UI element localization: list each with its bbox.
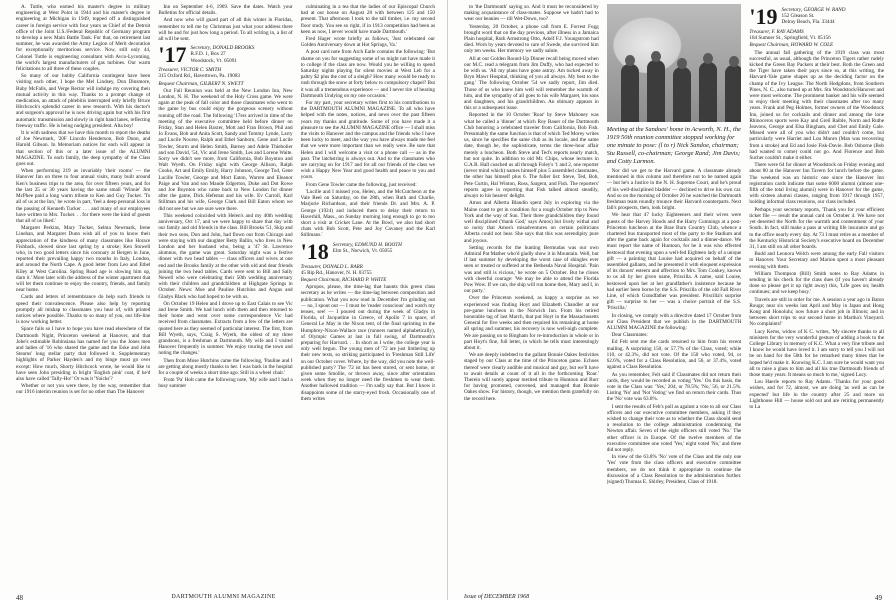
reunion-committee-photo (607, 4, 742, 122)
article-paragraph: Our Fall Reunion was held at the New London Inn, New London, N. H. The weekend of the Holy Cross game. We were again at the peak of fall color and those classmates who went to the game by bus could enjoy the gorgeous scenery without running off the road. The following '17ers arrived in time of the meeting of the executive committee held before dinner on Friday, Stan and Helen Baxter, Mott and Fran Brown, Phil and Jo Evans, Bob and Anita Scott, Sandy and Tommy Lynde, Larry and Lucile Nourse, Ralph and Ethel Sanborn, Gene and Lucile Towler, Sturm and Helen Smith, Barney and Adele Thiebolier and son David, '54, Vic and Irene Smith, Les and Lorene Waite. Sorry we didn't see more, from California, Bob Boynton and Walt Wyeth. On Friday night with George Allison, Ralph Cooke, Art and Emily Emily, Harry Johnson, George Tod, Gene Lucille Towler, George and Mort Eaton, Warren and Eleanor Paige and Van and son Maude Edgerton, Duke and Dot Rowe and Joe Boynton who came back to New London for dinner after the game, Dick Hefemat and his wife. Ev Carroll, Karl Stillman and his wife, George Clark and Bill Eaton whom we did not see but we are sure were there. (158, 87, 293, 212)
article-paragraph: Then from Mose Hutchins came the following, 'Pauline and I are getting along mostly thanks to her. I was back in the hospital for a couple of weeks a short time ago. Still in a wheel chair.' (158, 357, 293, 376)
class19-address1: 152 Gleason St. (781, 13, 815, 20)
article-paragraph: Budd and Leonora Welch were among the early Fall visitors to Hanover. Your Secretary and Marion spent a most pleasant evening with them. (749, 251, 885, 270)
class-1918-header (300, 238, 435, 264)
class-1919-header (749, 4, 884, 29)
article-paragraph: Over the Princeton weekend, as happy a surprise as we experienced was finding Hoyt and Elizabeth Chandler at our pre-game luncheon in the Norwich Inn. From his retired honorable tag of last March, that put Hoyt in the Massachusetts General for five weeks and then required his remaining at home all spring and summer, his recovery is now well-nigh complete. We are passing on to Bingham for re-introduction in whole or in part Hoyt's fine, full letter, in which he tells most interestingly about it. (464, 295, 599, 351)
article-paragraph: The annual fall gathering of the 1919 class was most successful, as usual, although the Princeton Tigers rather rudely kicked the Green Bay Packers at their best. Both the Green and the Tiger have taken their pays since so, at this writing, the Harvard-Yale game shapes up as the deciding factor on the champ of the Ivy League. The North Hodgdons, from Southern Pines, N. C., also turned up at Mrs. Stu Woodstock/Hanover and were most welcome. The prominent banker and his wife seemed to enjoy their meeting with their classmates after too many years. Frank and Peg Holmes, former owners of the Woodstock Inn, joined us for cocktails and dinner and among the lone Rhinoceros sports were Kay and Greil Raible, Norm and Ruthe Jeavons, George and Elsa Bingham, and Chet and Emily Gale. Missed were all of you who didn't and couldn't come, but particularly were Harriet and Lou Munro (Man was recovering from a stroke) and Ed and Josie Fisk-Davie. Bob Osborne (Bob had wanted to come) could not go. And Florence and Bob Sucher couldn't make it either. (749, 49, 885, 162)
article-paragraph: All at our Golden Round-Up Dinner recall being moved when our M.C. read a telegram from Jim Duffy, who had expected to be with us. 'All my plans have gone astray. Am tucked away in Bryn Mawr Hospital, thinking of you all always. My best to the gang.' The following October '54 we sadly report, Jim died. Those of us who knew him well will remember the warmth of him, and the sympathy of all goes to his wife Margaret, his sons and daughters, and his grandchildren. An obituary appears in this or a subsequent issue. (464, 55, 599, 112)
article-paragraph: Cards and letters of remembrance do help such friends to speed their convalescence. Please also help by reporting promptly all mishap to classmates you hear of, with printed notices where possible. Thanks to so many of you, our life-line is now working better. (16, 294, 151, 326)
left-column-1 (16, 4, 150, 574)
class17-bequest: Bequest Chairman, GILBERT N. SWETT (158, 80, 244, 87)
class19-address2: Delray Beach, Fla. 33444 (781, 19, 835, 26)
article-paragraph: Reported in the 10 October 'Roar' by Steve Mahoney was what he called a 'dinner' at which Roy Bauer of the Dartmouth Club honoring a celebrated traveler from California, Bob Fish. Presumably the same function is that of which Ted Morey writes us, since he specifies the same club as its locale, and the same date, though he, the sophisticate, terms the three-hour affair merely a luncheon. Both Steve and Ted's reports nearly match, but not quite. In addition to old Mr. Chips, whose lectures in G.A.R. Hall coached us all through Foley's '1 and 2, one reporter (never mind which) names himself plus 5 assembled classmates, the other has himself plus 6. The fuller list: Steve, Ted, Bob, Pete Curtin, Hal Winton, Ross, Sargent, and Fish. The reporters' reports agree in reporting that Fish talked almost steadily, always to his hearers' delight. (464, 112, 599, 200)
class18-treasurer: Treasurer, DONALD L. BARR (300, 263, 363, 270)
class18-treasurer-addr: 45 Rip Rd., Hanover, N. H. 03755 (300, 269, 372, 276)
left-column-3 (301, 4, 435, 574)
article-paragraph: For my part, your secretary writes first to his contributions to the DARTMOUTH ALUMNI MAGAZINE. To all who have helped with the notes, notices, and news over the past fifteen years my thanks and gratitude. Some of you have made it a pleasure to see the ALUMNI MAGAZINE office — I shall miss the visits to Hanover and the campus and the friends who I have been lucky to meet, and the way you have always made me feel that we were more important than we really were. Be sure that Helen and I will welcome a visit or a phone call — as in the past. The latchstring is always out. And to the classmates who are carrying on for 1917 and for all our friends of the class we wish a Happy New Year and good health and peace to you and yours. (300, 100, 435, 181)
class18-address1: Elm St., Norwich, Vt. 05055 (332, 247, 393, 254)
article-paragraph: Whether or not you were there, by the way, remember that our 1916 interim reunion is set for no other than The Hanover (16, 383, 151, 396)
class17-secretary: Secretary, DONALD BROOKS (190, 45, 255, 52)
class17-address2: Woodstock, Vt. 05091 (190, 57, 237, 64)
article-paragraph: Amos and Alberta Blandin spent July in exploring via the Maine coast to get in condition for a rough October trip to New York and the way of Sun. Their three grandchildren they found well disciplined ('thank God,' says Amos) but lively withal and so noisy that Amos's misadventures on certain politicians Alberta could not hear. She says that this was serendipity pure and joyous. (464, 200, 599, 244)
article-paragraph: So many of our hubby California contingent have been visiting each other, I hope the Mel Lindsey, Don Dinsmore, Ruby McFalls, and Verge Rector will indulge my covering their mutual activity in this way. Thanks to a prompt change of medication, an attack of phlebitis interrupted only briefly Bruce Hitchcock's splendid career in new research. With his doctor's and surgeon's approval he is now driving again but with his first automatic transmission and slowly in right hand lanes, reflecting freeway traffic. He is being nudging president. Alta boy! (16, 73, 151, 129)
article-paragraph: When performing 219 as invariably 'their rooms' — the Hanover Inn on three to four annual visits, many built around Ken's business trips to the area, for over fifteen years, and for the last 25 or 30 years having the same small 'Winnie' Jim McPhee paid a long warm tribute to Ken and Guy Tucker. 'To all of us at the Inn,' he wrote in part, 'feel a deep personal loss in the passing of Kenneth Tucker . . . and many of our employees have written to Mrs. Tucker. . . for there were the kind of guests that all of us liked.' (16, 168, 151, 224)
right-column-2 (607, 4, 742, 574)
article-paragraph: Setting records for the hunting Bermudas was our own Admiral Pat Mather who'd gladly show it in Mountain. Well, but if last summer by developing the worst case of shingles ever seen or treated or suffered at the Bethesda Naval Hospital. 'Pain was and still is vicious,' he wrote on 5 October. But he closes with cheerful courage: 'We may be able to attend the Florida Pow Wow. If we can, the ship will run home then, Mary and I, in our party.' (464, 244, 599, 295)
article-paragraph: I sent the results of Felt's poll as against a vote to all our Class officers and our executive committee members, asking if they wished to change their vote as to whether the Class should send a resolution to the college administration condemning the Newton affair. Seven of the eight officers still voted 'No.' The other officer is in Europe. Of the twelve members of the executive committee one voted 'Yes,' eight voted 'No,' and three did not reply. (606, 403, 742, 453)
article-paragraph: Travels are still in order for me. A session a year ago in Baton Rouge; near six weeks last April and May in Japan and Hong Kong and Honolulu; now future a short job in Illinois; and in between short trips to our second home in Martha's Vineyard. No complaints!' (749, 296, 885, 328)
article-paragraph: Inn on September 4-6, 1969. Save the dates. Watch your Bulletins for official details. (158, 4, 293, 17)
class-year-1917: '17 (158, 42, 187, 68)
magazine-name: DARTMOUTH ALUMNI MAGAZINE (171, 594, 276, 600)
class19-secretary: Secretary, GEORGE W. RAND (781, 7, 846, 13)
right-column-1 (464, 4, 599, 574)
article-paragraph: There were 64 for dinner at Woodstock on Friday evening and about 80 at the Hanover Inn Tavern for lunch before the game. The weekend was an historic one since the Hanover Inn registration cards indicate that some 6000 alumni (almost one-fifth of the total living alumni) were in Hanover for the game, with sixteen alumni classes, ranging from 1917 through 1957, holding informal class reunions, our class included. (749, 162, 885, 206)
article-paragraph: Space fails so I have to hope you have read elsewhere of the Dartmouth Night, Princeton weekend at Hanover, and that Jobe's estimable Robinsiana has named for you the Jones men and ladies of '16 who shared the game and the Eske and John Stearns' long stellar party that followed it. Supplementary highlights of Parker Hayden's and my binge must go over except: How much, Shorty Hitchcock wrote, he would like to have seen John presiding in bright 'English pink' coat, if he'd also have called 'Tally-Ho!' Or was it 'Yoicks'? (16, 326, 151, 382)
article-paragraph: We are deeply indebted to the gallant Bonnie Oakes festivities staged by our Class at the time of the Princeton game. Echoes thereof were clearly audible and musical and gay, but we'll have to await details at count of it all in the forthcoming 'Roar.' Therein will surely appear merited tribute to Huntoon and Burr for having promoted, convened, and managed that Bonnie Oakes show. For history, though, we mention them gratefully on the record here. (464, 352, 599, 402)
article-paragraph: Ed Felt sent me the cards returned to him from his recent mailing. A surprising 150, or 57.7% of the Class, voted; while 110, or 42.3%, did not vote. Of the 150 who voted, 94, or 62.6%, voted for a Class Resolution, and 56, or 37.4%, voted against a Class Resolution. (606, 339, 742, 371)
photo-caption: Meeting at the Sandoes' home in Acworth, N. H., the 1919 50th reunion committee stopped working for one minute to pose: (l to r) Nick Sandoe, chairman; Stu Russell, co-chairman; George Rand; Jim Davis; and Cotty Larmon. (606, 126, 741, 165)
class19-bequest: Bequest Chairman, HOWARD W. COLE (749, 42, 834, 49)
article-paragraph: And now who will guard part of all this winter in Floridas, remember to tell me by Christmas just what your address there will be and for just how long a period. To all writing in, a list of all will be sent. (158, 17, 293, 43)
class18-secretary: Secretary, EDMUND H. BOOTH (332, 241, 402, 248)
right-column-3 (749, 4, 884, 574)
article-paragraph: William Thompson (Bill) Smith notes to Ray Adams in sending in his check for the class dues (if you haven't already done so please get it up right away) this, 'Life goes on; health continues; and we keep busy.' (749, 270, 885, 296)
article-paragraph: We hear that 47 lucky Eighteeners and their wives were guests of the Harvey Hoods and the Harry Cumnings at a post-Princeton luncheon at the Brae Burn Country Club, whence a chartered bus transported most of the party to the Stadium and after the game back again for cocktails and a dinner-dance. We must report the name of Huntoon, for he it was who effected bestowal that evening upon a well-fed Eighteen lady of a unique gift — a painting that Louise had acquired on behalf of the assembled gallants, and he presented it with eloquent expression of its donors' esteem and affection to Mrs. Tom Conkey, known to us all by her given name, Priscilla. A name, said Louise, bestowed upon her at her grandfather's insistence because he had earlier been borne by the S.S. Priscilla of the old Fall River Line, of which Grandfather was president. Priscilla's surprise gift — surprise to her — was a choice portrait of the S.S. 'Priscilla.' (606, 212, 742, 312)
class18-bequest: Bequest Chairman, RICHARD P. WHITE (300, 276, 387, 283)
article-paragraph: Yesterday, 20 October, a phone call from E. Forrest Fogg brought word that on the day previous, after illness in a Jamaica Plain hospital, Ruth Armstrong Otto, Adolf F.J. Youngstrom had died. Worn by years devoted to care of Swede, she survived him only ten weeks. Her memory we sadly salute. (464, 23, 599, 55)
issue-date: Issue of DECEMBER 1968 (464, 594, 530, 600)
article-paragraph: Perhaps your secretary reports, 'Thank you for your efficient ticket file — result the annual card on October 4. We have not yet deserted the North for the warmth and contentment of your South. In fact, still make a pass at writing life insurance and go to the office nearly every day. At 73 I must retire as a member of the Kentucky Historical Society's executive board on December 31, I am still on all other boards. (749, 206, 885, 250)
class19-treasurer-addr: 184 Sumner St., Springfield, Vt. 05156 (749, 35, 831, 42)
article-paragraph: to 'the Dartmouth' saying so. And it must be reconsidered by making acquaintance of class-mates. Suppose we hadn't had to wear our beanies — till Wet-Down, too? (464, 4, 599, 23)
article-paragraph: This weekend coincided with Helen's and my 40th wedding anniversary, Oct 17, and we were happy to share that day with our family and old friends in the class. Bill Brooks '51, Skip and their two sons, Don and John, had flown out from Chicago and were staying with our daughter Betty Ballin, who lives in New London and her husband who, being a '47 St. Lawrence alumnus, the game was great. Saturday night was a festive dinner with two head tables — class officers and wives at one end and the Brooks family at the other with old and dear friends joining the two head tables. Cards were sent to Bill and Sally Newell who were celebrating their 50th wedding anniversary with their children and grandchildren at Highgate Springs in October. News: Moe and Pauline Hutchins and Angus and Gladys Black who had hoped to be with us. (158, 212, 293, 300)
article-paragraph: Lou Haerle reports to Ray Adams. 'Thanks for your good wishes, and for 72, almost, we are doing 'as well as can be expected' but life in the country after 25 and more on Lighthouse Hill — house sold out and are retiring permanently to La (749, 379, 885, 410)
article-paragraph: From 'Pa' Holt came the following note, 'My wife and I had a busy summer (158, 377, 293, 390)
article-paragraph: In view of the 63.8% 'No' vote of the Class and the only one 'Yes' vote from the class officers and executive committee members, we do not think it appropriate to continue the discussion of a Class Resolution to the administration further. (signed) Thomas E. Shirley, President, Class of 1918. (606, 454, 742, 485)
right-page (448, 0, 896, 600)
class17-treasurer-addr: 315 Oxford Rd., Havertown, Pa. 19083 (158, 73, 241, 80)
article-paragraph: From Gene Towler came the following, just received: (305, 181, 417, 188)
article-paragraph: Nor did we get to the Harvard game. A classmate already mentioned in this column and therefore not to be named again — but he's a Justice in the N. H. Supreme Court, and he's proud of his well-disciplined bladder — declined to drive his own car. And so on the morning of October 26 he watched the Dartmouth freshman team roundly trounce their Harvard counterparts. Next fall's prospects, then, look bright. (606, 168, 742, 212)
article-paragraph: Fred Hager wrote briefly as follows, 'Just celebrated our Golden Anniversary down at Hot Springs, Va.' (300, 36, 435, 49)
article-paragraph: culminating in a tea that the ladies of our Episcopal Church had at our house on August 28 with between 125 and 150 present. That afternoon I took to the tall timber, i.e. my second floor study. You see so right, if in 1913 competition had been as keen as now, I never would have made Dartmouth.' (300, 4, 435, 35)
article-paragraph: Dear Classmates: (611, 332, 648, 339)
article-paragraph: Lucy Kerns, widow of K C. writes, 'My sincere thanks to all ministers for the very wonderful gesture of adding a book to the College Library in memory of K.C. What a very fine tribute and I know he would have loved it. I am sorry to tell you I will not be on hand for the 50th for he remarked many times that he hoped he'd make it. Knowing K.C. I am sure he would want you all to raise a glass to him and all his true Dartmouth friends of those many years. It means so much to me,' signed Lucy. (749, 328, 885, 378)
page-number-left: 48 (16, 594, 23, 600)
article-paragraph: Apropos, please, the time-lag that haunts this green class secretary as he writes — the time-lag between composition and publication. What you now read in December I'm grinding out — no, I spout out — I must be 'reader conscious' and watch my tenses, see! — I poured out during the week of Gladys in Florida, of Jacqueline in Greece, of Apollo 7 in space, of General Le May in the Nixon tent, of the final sprinting in the Humphrey-Nixon-Wallace race (runners named alphabetically), of Olympic Games at last in full swing, of Dartmouth's preparing for Harvard. . . In short as I write, the college year is only well begun. The young men of '72 are just limbering up their new texts, so striking participated in 'Freshman Still Life' on our October cover. Where, by the way, did you note the well-published party? The '72 ist has been stored, or sent home, or given some Smollie, or thrown away, since after orientation week when they no longer need the freshmen to wear them. Another hallowed tradition — I'm sadly say that. But I know it disappoints some of the starry-eyed frosh. Occasionally one of them writes (300, 284, 435, 402)
article-paragraph: Margaret Perkins, Mary Tucker, Selma Newmark, Irene Linehan, and Margaret Dunn wish all of you to know their appreciation of the kindness of many classmates like Horace Fishback, slowed since last spring by a stroke; Ken Stowell who, in two good letters since his coronary at Bergen in June, reported their prevailing happy two months in Italy, London, and around the North Cape. A good letter from Leo and Ethel Kiley at West Carolina. Spring Road age is slowing him up, darn it.' More later with the address of the winter apartment that will let them continue to enjoy the country, friends, and family near home. (16, 225, 151, 294)
article-paragraph: A. Tuttle, who earned his master's degree in military engineering at West Point in 1944 and his master's degree in engineering at Michigan in 1949, topped off a distinguished career in foreign service with four years as Chief of the Detroit office of the Joint U.S./Federal Republic of Germany program to develop a new Main Battle Tank. For that, on retirement last summer, he was awarded the Army Legion of Merit decoration for exceptionally meritorious service. Now, still only 44, Colonel Tuttle is engineering consultant with Avco-Lycoming, the world's largest manufacturers of gas turbines. Our warm felicitations to all three of these couples. (16, 4, 151, 73)
class19-treasurer: Treasurer, F. RAY ADAMS (749, 29, 804, 35)
article-paragraph: In closing, we comply with a directive dated 17 October from our Class President that we publish in the DARTMOUTH ALUMNI MAGAZINE the following: (606, 312, 742, 332)
class17-treasurer: Treasurer, VICTOR C. SMITH (158, 67, 222, 74)
class-year-1918: '18 (300, 238, 329, 264)
class17-address1: R.F.D. 1, Box 27 (190, 51, 226, 58)
class-year-1919: '19 (749, 4, 778, 29)
page-number-right: 49 (875, 594, 882, 600)
class-1917-header (158, 42, 292, 68)
article-paragraph: As you remember, Felt said if Classmates did not return their cards, they would be recorded as voting 'Yes.' On this basis, the vote in the Class was: 'Yes,' 204, or 78.5%; 'No,' 56, or 21.5%. Listing 'No' and 'Not Voting' we find on return their cards. Thus the 'No' vote was 63.8%. (606, 371, 742, 403)
article-paragraph: It is with sadness that we have this month to report the deaths of Joe Newmark, '20F Lincoln Henderson, Bob Dunn, and Harold Gibson. In Memoriam notices for each will appear in that section of this or a later issue of the ALUMNI MAGAZINE. To each family, the deep sympathy of the Class goes out. (16, 130, 151, 168)
article-paragraph: A post card note from Arch Earle contains the following: 'But shame on you for suggesting some of us might not have made it to college if the class are now. Would you be willing to spend Saturday nights playing for silent movies at West Leb for a paltry $2 plus the cost of a sleigh? How many would be ready to rush through the snow at forty below to compulsory chapel? But it was all a tremendous experience — and I never tire of hearing Dartmouth Undying on my one occasion.' (300, 49, 435, 99)
article-paragraph: On October 19 Helen and I drove up to East Calais to see Vic and Irene Smith. We had lunch with them and then returned to their home and went over some correspondence Vic had received from classmates. Extracts from a few of the letters are quoted here as they seemed of particular interest. The first, from Bill Wyeth, says, 'Craig S. Wyeth, the oldest of my three grandsons, is a freshman at Dartmouth. My wife and I visited Hanover frequently in summer. We enjoy touring the town and noting the changes.' (158, 300, 293, 357)
article-paragraph: 'Lucille and I missed you, Helen, and the McCutcheon at the Vale Reel on Saturday, on the 28th, when Ruth and Charlie, Marjorie Richardson, and their friends Dr. and Mrs. A. P. George (1924) and induced them to delay their return to Haverhill, Mass., on Sunday morning long enough to go to too short a visit at Cricket Lane. At the Bowl, we also had short chats with Bob Scott, Pete and Joy Cavaney and the Karl Stillmans.' (300, 188, 435, 239)
left-column-2 (158, 4, 292, 574)
